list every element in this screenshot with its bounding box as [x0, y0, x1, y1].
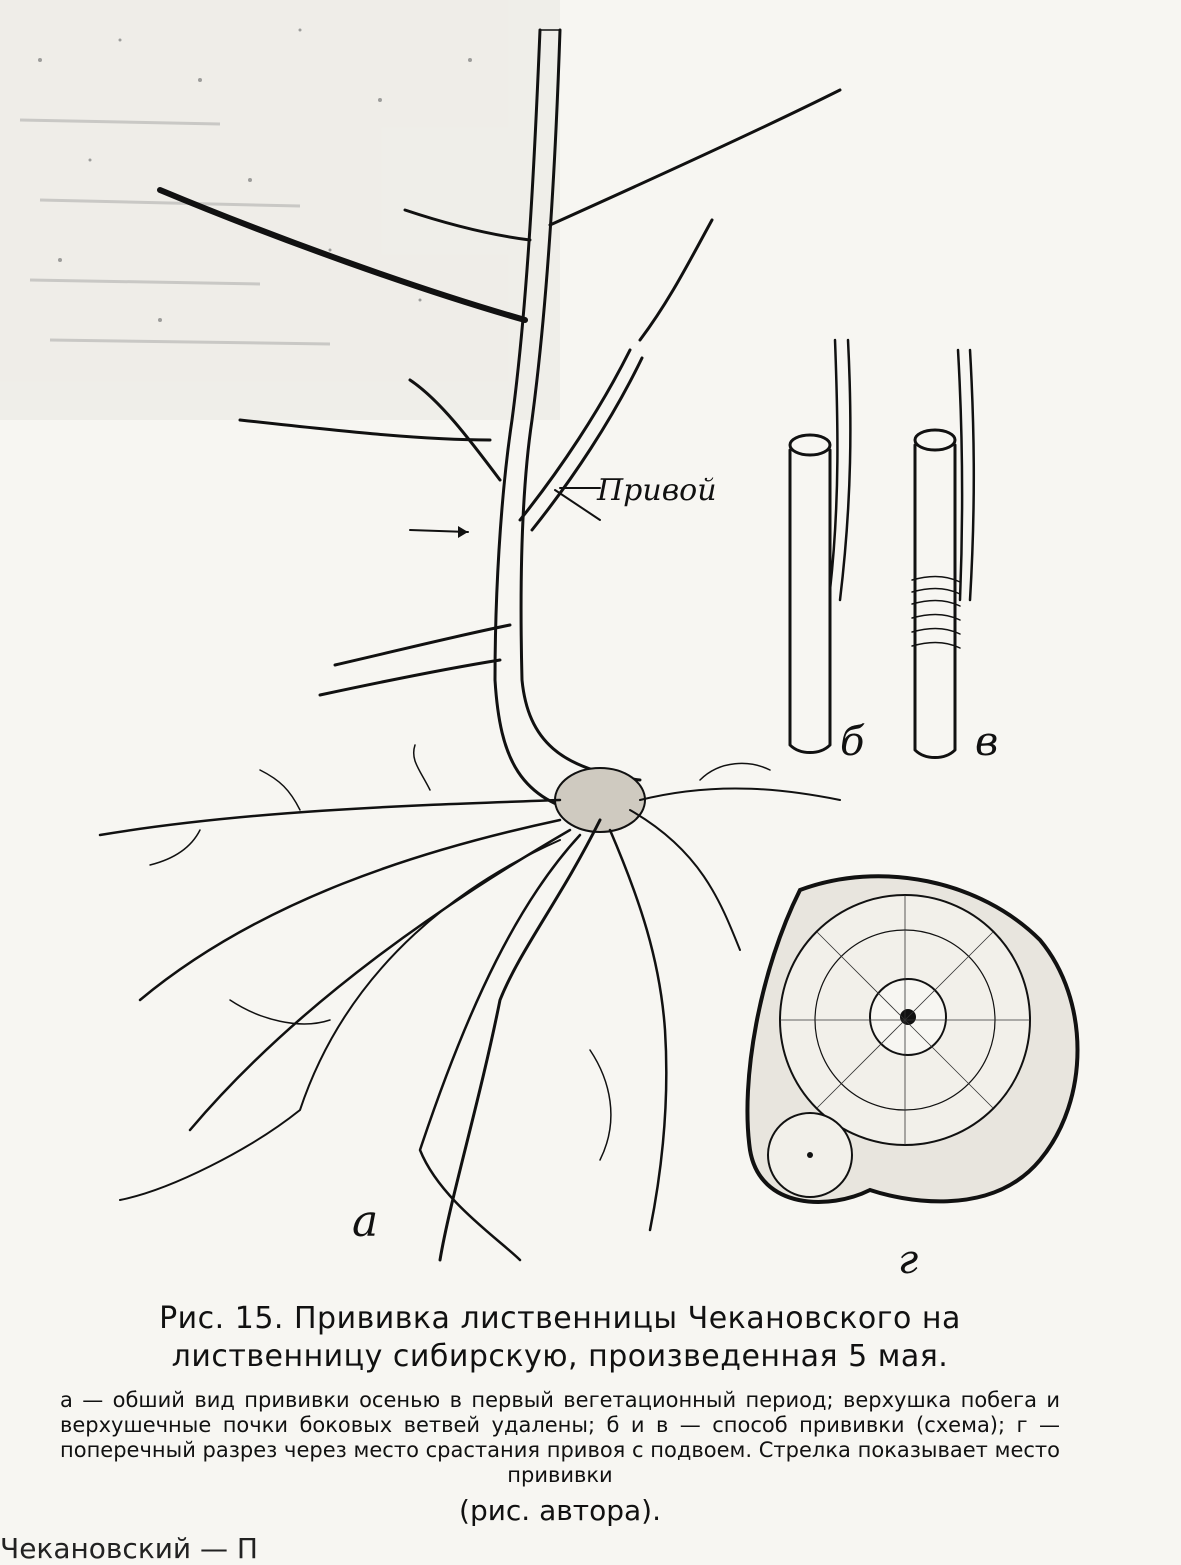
next-page-text-fragment: Чекановский — П: [0, 1532, 258, 1565]
graft-scheme-v: [912, 350, 974, 758]
figure-caption: [60, 1300, 1060, 1527]
caption-credit: (рис. автора).: [459, 1494, 661, 1527]
scan-noise: [0, 0, 560, 420]
figure-label-v: в: [975, 719, 999, 765]
figure-label-a: а: [352, 1196, 379, 1247]
graft-scheme-b: [790, 340, 850, 753]
caption-body: а — обший вид прививки осенью в первый вегетационный период; верхушка побега и верхушечные почки боковых ветвей удалены; б и в — способ прививки (схема); г — поперечный разрез через место срастания привоя с подвоем. Стрелка показывает место прививки: [60, 1388, 1060, 1487]
scion-label: Привой: [597, 473, 717, 508]
cross-section-g: [747, 876, 1077, 1202]
figure-label-b: б: [840, 719, 865, 765]
root-system: [100, 745, 840, 1260]
figure-label-g: г: [898, 1237, 919, 1283]
graft-arrow: [410, 488, 600, 538]
caption-title: Рис. 15. Прививка лиственницы Чекановского на лиственницу сибирскую, произведенная 5 мая.: [159, 1301, 961, 1374]
